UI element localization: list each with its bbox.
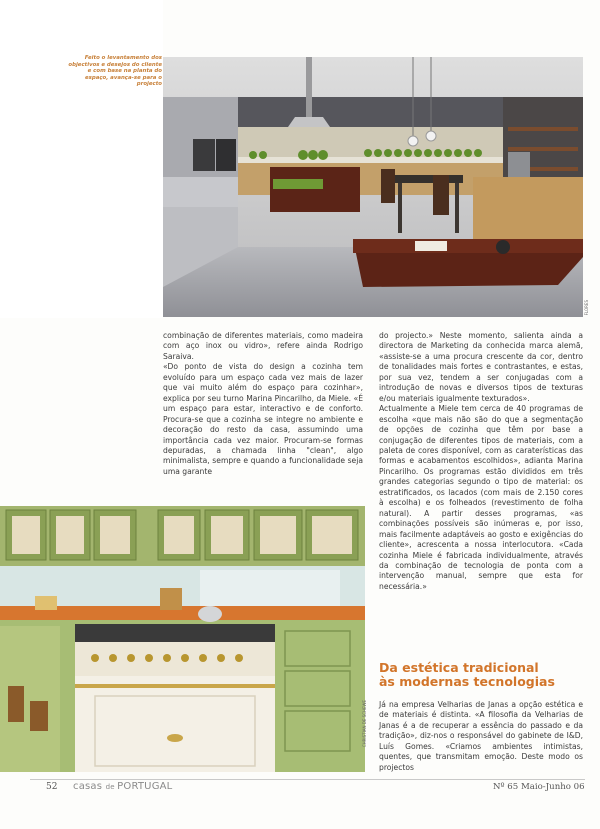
paragraph: do projecto.» Neste momento, salienta ainda a directora de Marketing da conhecida marca alemã, «assiste-se a uma procura crescente da cor, dentro de tonalidades mais fortes e contrastantes, e estas, por sua vez, tendem a ser conjugadas com a introdução de novas e diversos tipos de texturas e/ou materiais igualmente texturados». [379, 331, 583, 403]
magazine-name-part: casas [73, 781, 106, 792]
subhead-line: Da estética tradicional [379, 660, 539, 675]
issue-info: Nº 65 Maio-Junho 06 [493, 782, 585, 792]
section-subhead [379, 661, 583, 689]
page-number: 52 [46, 782, 58, 792]
paragraph: Actualmente a Miele tem cerca de 40 programas de escolha «que mais não são do que a segmentação de opções de cozinha que têm por base a conjugação de diferentes tipos de materiais, com a paleta de cores disponível, com as caraterísticas das formas e acabamentos escolhidos», adianta Marina Pincarilho. Os programas estão divididos em três grandes categorias segundo o tipo de material: os estratificados, os lacados (com mais de 2.150 cores à escolha) e os folheados (revestimento de folha natural). A partir desses programas, «as combinações possíveis são inúmeras e, por isso, mais facilmente adaptáveis ao gosto e exigências do cliente», acrescenta a nossa interlocutora. «Cada cozinha Miele é fabricada individualmente, através da combinação de tecnologia de ponta com a intervenção manual, sempre que esta for necessária.» [379, 404, 583, 591]
classic-kitchen-illustration [0, 506, 365, 772]
paragraph: «Do ponto de vista do design a cozinha tem evoluído para um espaço cada vez mais de lazer que vai muito além do espaço para cozinhar», explica por seu turno Marina Pincarilho, da Miele. «É um espaço para estar, interactivo e de conforto. Procura-se que a cozinha se integre no ambiente e decoração do resto da casa, assumindo uma importância cada vez maior. Procuram-se formas depuradas, a chamada linha "clean", algo minimalista, sempre e quando a funcionalidade seja uma garante [163, 362, 363, 476]
magazine-name-part: PORTUGAL [117, 781, 173, 792]
photo-credit-top: FLORES [584, 300, 589, 316]
text-column-right [379, 331, 583, 592]
footer-rule [30, 779, 585, 780]
modern-kitchen-illustration [163, 57, 583, 317]
modern-kitchen-photo [163, 57, 583, 317]
text-column-left [163, 331, 363, 477]
paragraph: combinação de diferentes materiais, como madeira com aço inox ou vidro», refere ainda Rodrigo Saraiva. [163, 331, 363, 361]
magazine-name-part: de [105, 783, 118, 791]
text-column-right-lower [379, 700, 583, 773]
magazine-name [73, 781, 172, 792]
photo-credit-bottom: CHRISTIAN DE SCHEWE [362, 700, 367, 748]
photo-caption: Feito o levantamento dos objectivos e desejos do cliente e com base na planta do espaço, avança-se para o projecto [68, 55, 162, 88]
caption-panel [0, 0, 163, 318]
subhead-line: às modernas tecnologias [379, 674, 555, 689]
classic-kitchen-photo [0, 506, 365, 772]
paragraph: Já na empresa Velharias de Janas a opção estética e de materiais é distinta. «A filosofia da Velharias de Janas é a de recuperar a essência do passado e da tradição», diz-nos o responsável do gabinete de I&D, Luís Gomes. «Criamos ambientes intimistas, quentes, que transmitam emoção. Deste modo os projectos [379, 700, 583, 772]
